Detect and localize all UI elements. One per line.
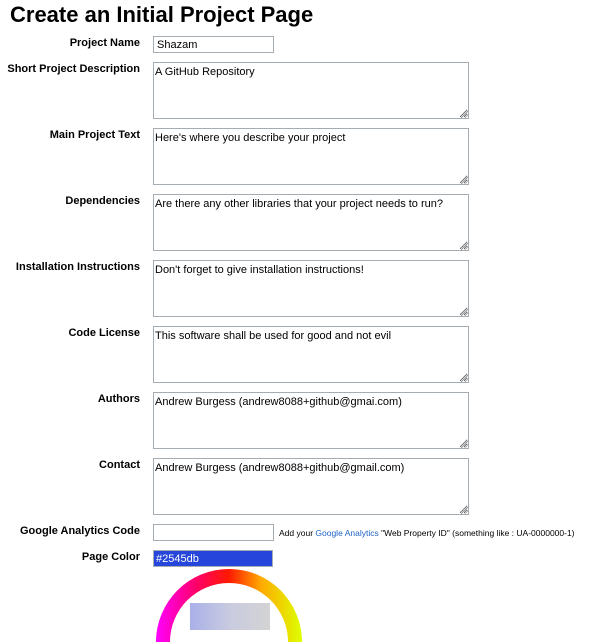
installation-textarea[interactable] [153,260,469,317]
short-description-textarea[interactable] [153,62,469,119]
dependencies-textarea[interactable] [153,194,469,251]
analytics-help [279,528,575,538]
resize-grip-icon[interactable] [461,243,468,250]
installation-label: Installation Instructions [15,261,140,273]
page-color-label: Page Color [81,551,140,563]
page-title: Create an Initial Project Page [10,2,314,27]
resize-grip-icon[interactable] [461,309,468,316]
project-name-label: Project Name [69,37,140,49]
authors-textarea[interactable] [153,392,469,449]
main-text-textarea[interactable] [153,128,469,185]
authors-label: Authors [97,393,140,405]
analytics-input[interactable] [153,524,274,541]
resize-grip-icon[interactable] [461,111,468,118]
resize-grip-icon[interactable] [461,507,468,514]
resize-grip-icon[interactable] [461,375,468,382]
main-text-label: Main Project Text [49,129,140,141]
analytics-label: Google Analytics Code [19,525,140,537]
resize-grip-icon[interactable] [461,177,468,184]
saturation-square[interactable] [190,603,270,630]
analytics-help-prefix: Add your [279,528,316,538]
contact-label: Contact [99,459,140,471]
contact-textarea[interactable] [153,458,469,515]
dependencies-label: Dependencies [65,195,140,207]
code-license-textarea[interactable] [153,326,469,383]
short-description-label: Short Project Description [7,63,140,75]
google-analytics-link[interactable]: Google Analytics [315,528,379,538]
resize-grip-icon[interactable] [461,441,468,448]
project-name-input[interactable] [153,36,274,53]
page-color-input[interactable] [153,550,273,567]
analytics-help-suffix: "Web Property ID" (something like : UA-0000000-1) [378,528,575,538]
code-license-label: Code License [68,327,140,339]
